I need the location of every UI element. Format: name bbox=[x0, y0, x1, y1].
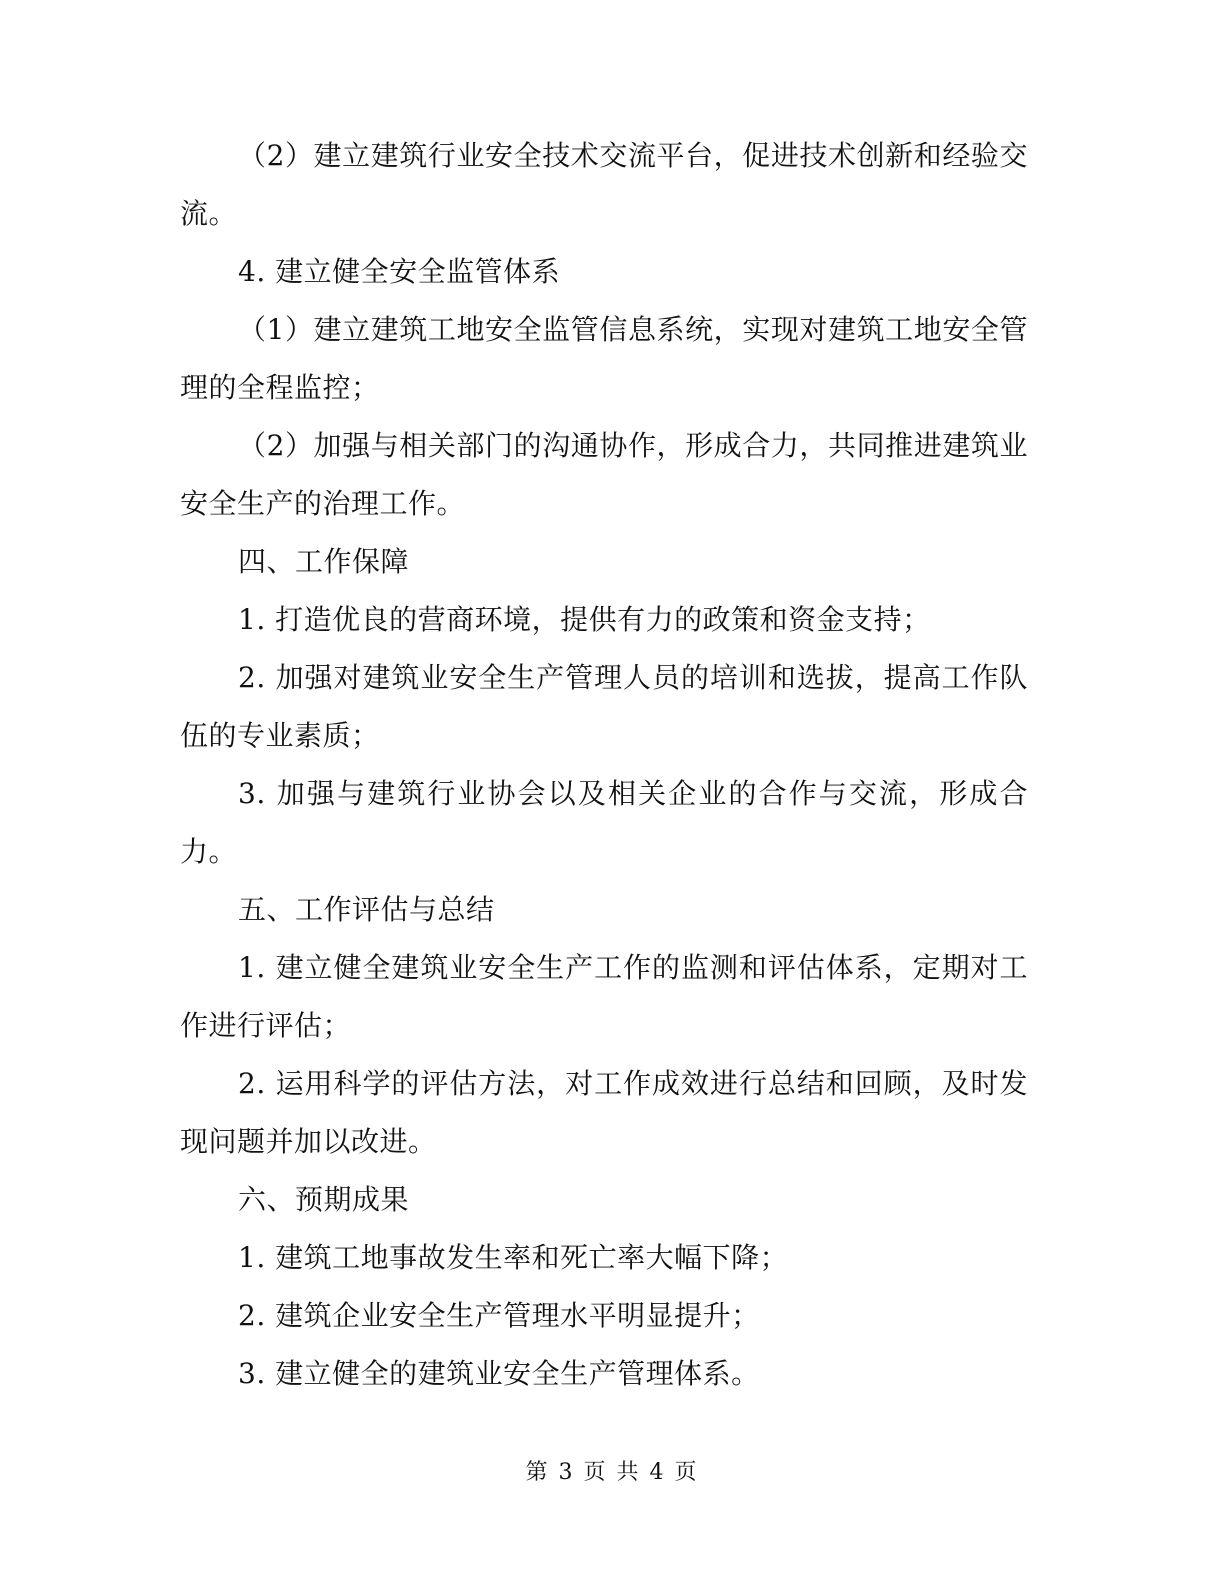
list-item: 1. 打造优良的营商环境，提供有力的政策和资金支持； bbox=[238, 603, 931, 636]
section-heading: 六、预期成果 bbox=[238, 1183, 410, 1216]
list-item: 1. 建筑工地事故发生率和死亡率大幅下降； bbox=[238, 1241, 789, 1274]
list-item: 2. 加强对建筑业安全生产管理人员的培训和选拔，提高工作队伍的专业素质； bbox=[180, 661, 1028, 752]
list-item: 2. 建筑企业安全生产管理水平明显提升； bbox=[238, 1299, 760, 1332]
list-item: 1. 建立健全建筑业安全生产工作的监测和评估体系，定期对工作进行评估； bbox=[180, 951, 1028, 1042]
list-item: 3. 加强与建筑行业协会以及相关企业的合作与交流，形成合力。 bbox=[180, 777, 1028, 868]
paragraph: （2）建立建筑行业安全技术交流平台，促进技术创新和经验交流。 bbox=[180, 139, 1028, 230]
section-heading: 五、工作评估与总结 bbox=[238, 893, 495, 926]
page-footer: 第 3 页 共 4 页 bbox=[525, 1460, 699, 1485]
paragraph: （2）加强与相关部门的沟通协作，形成合力，共同推进建筑业安全生产的治理工作。 bbox=[180, 429, 1028, 520]
paragraph: （1）建立建筑工地安全监管信息系统，实现对建筑工地安全管理的全程监控； bbox=[180, 313, 1028, 404]
section-heading: 4. 建立健全安全监管体系 bbox=[238, 255, 561, 288]
list-item: 2. 运用科学的评估方法，对工作成效进行总结和回顾，及时发现问题并加以改进。 bbox=[180, 1067, 1028, 1158]
document-body bbox=[180, 127, 1028, 1403]
list-item: 3. 建立健全的建筑业安全生产管理体系。 bbox=[238, 1357, 760, 1390]
section-heading: 四、工作保障 bbox=[238, 545, 410, 578]
